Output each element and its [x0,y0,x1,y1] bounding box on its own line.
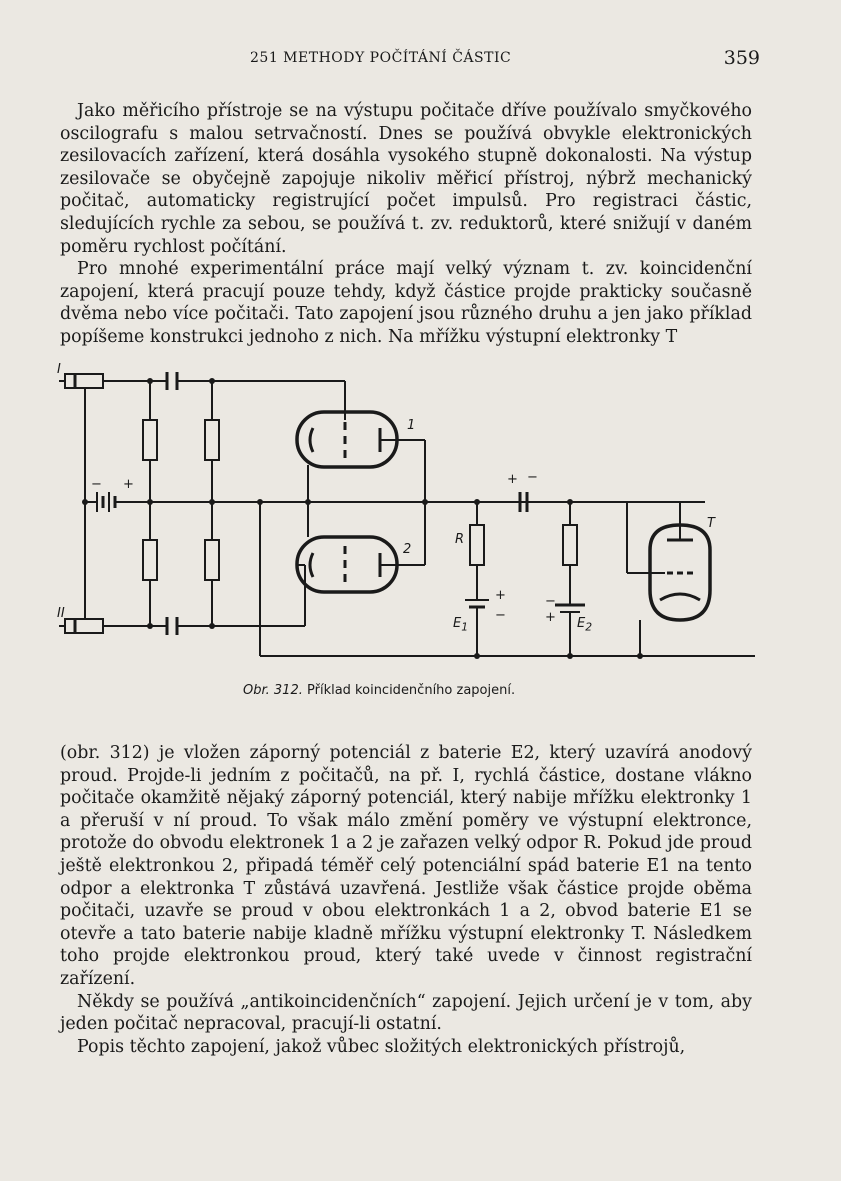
label-minus: − [545,594,556,609]
label-tube-T: T [707,516,715,531]
paragraph: Pro mnohé experimentální práce mají velký význam t. zv. koincidenční zapojení, která pracují pouze tehdy, když částice projde prakticky současně dvěma nebo více počitači. Tato zapojení jsou různého druhu a jen jako příklad popíšeme konstrukci jednoho z nich. Na mřížku výstupní elektronky T [60,259,752,347]
label-minus: − [527,470,538,485]
label-plus: + [123,477,134,492]
label-plus: + [495,588,506,603]
page-number: 359 [723,47,760,69]
paragraph: (obr. 312) je vložen záporný potenciál z baterie E2, který uzavírá anodový proud. Projde-li jedním z počitačů, na př. I, rychlá částice, dostane vlákno počitače okamžitě nějaký záporný potenciál, který nabije mřížku elektronky 1 a přeruší v ní proud. To však málo změní poměry ve výstupní elektronce, protože do obvodu elektronek 1 a 2 je zařazen velký odpor R. Pokud jde proud ještě elektronkou 2, připadá téměř celý potenciální spád baterie E1 na tento odpor a elektronka T zůstává uzavřená. Jestliže však částice projde oběma počitači, uzavře se proud v obou elektronkách 1 a 2, obvod baterie E1 se otevře a tato baterie nabije kladně mřížku výstupní elektronky T. Následkem toho projde elektronkou proud, který také uvede v činnost registrační zařízení. [60,743,752,989]
paragraph: Popis těchto zapojení, jakož vůbec složitých elektronických přístrojů, [77,1036,686,1057]
paragraph: Jako měřicího přístroje se na výstupu počitače dříve používalo smyčkového oscilografu s malou setrvačností. Dnes se používá obvykle elektronických zesilovacích zařízení, která dosáhla vysokého stupně dokonalosti. Na výstup zesilovače se obyčejně zapojuje nikoliv měřicí přístroj, nýbrž mechanický počitač, automaticky registrující počet impulsů. Pro registraci částic, sledujících rychle za sebou, se používá t. zv. reduktorů, které snižují v daném poměru rychlost počítání. [60,101,752,257]
circuit-figure [55,360,755,700]
paragraph: Někdy se používá „antikoincidenčních“ zapojení. Jejich určení je v tom, aby jeden počitač nepracoval, pracují-li ostatní. [60,991,752,1035]
text-block-top [60,100,752,349]
figure-caption [243,683,643,698]
label-battery-E2: $E_2$ [577,616,593,634]
caption-label: Obr. 312. [243,683,303,698]
label-counter-1: I [57,362,61,377]
header-title: 251 METHODY POČÍTÁNÍ ČÁSTIC [250,50,512,66]
label-tube-1: 1 [407,418,416,433]
label-minus: − [91,477,102,492]
label-resistor-R: R [455,532,465,547]
coincidence-circuit-diagram [55,360,755,680]
text-block-bottom [60,742,752,1058]
label-plus: + [545,610,556,625]
running-header [250,47,760,74]
label-tube-2: 2 [403,542,412,557]
label-plus: + [507,472,518,487]
caption-text: Příklad koincidenčního zapojení. [307,683,516,698]
counter-1-tube [65,374,103,388]
label-battery-E1: $E_1$ [453,616,469,634]
counter-2-tube [65,619,103,633]
label-minus: − [495,608,506,623]
label-counter-2: II [57,606,65,621]
